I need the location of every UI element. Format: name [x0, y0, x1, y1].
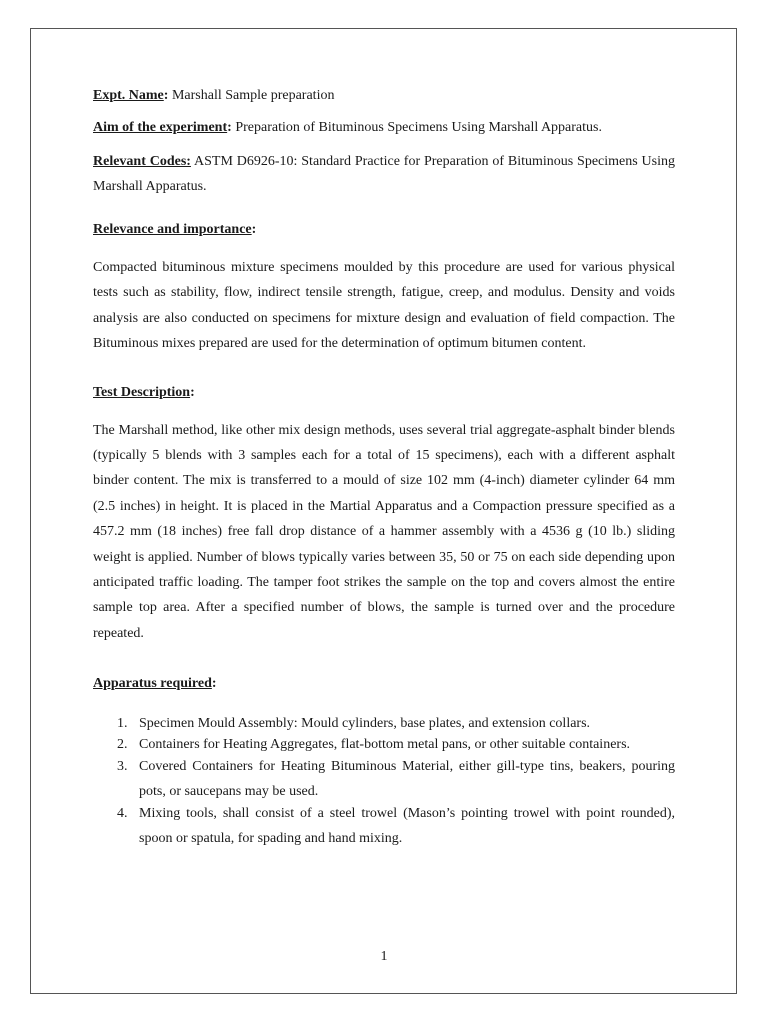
apparatus-list [93, 713, 675, 851]
relevance-heading: Relevance and importance: [93, 222, 257, 237]
test-description-paragraph: The Marshall method, like other mix design methods, uses several trial aggregate-asphalt binder blends (typically 5 blends with 3 samples each for a total of 15 specimens), each with a different asphalt binder content. The mix is transferred to a mould of size 102 mm (4-inch) diameter cylinder 64 mm (2.5 inches) in height. It is placed in the Martial Apparatus and a Compaction pressure specified as a 457.2 mm (18 inches) free fall drop distance of a hammer assembly with a 4536 g (10 lb.) sliding weight is applied. Number of blows typically varies between 35, 50 or 75 on each side depending upon anticipated traffic loading. The tamper foot strikes the sample on the top and covers almost the entire sample top area. After a specified number of blows, the sample is turned over and the procedure repeated. [93, 422, 675, 641]
list-item: 4. Mixing tools, shall consist of a steel trowel (Mason’s pointing trowel with point rounded), spoon or spatula, for spading and hand mixing. [117, 806, 675, 847]
relevant-codes-paragraph [93, 149, 675, 199]
page-number: 1 [380, 949, 388, 964]
relevant-codes-value: ASTM D6926-10: Standard Practice for Preparation of Bituminous Specimens Using Marshall Apparatus. [93, 154, 675, 194]
aim-value: Preparation of Bituminous Specimens Using Marshall Apparatus. [231, 120, 602, 135]
list-item: 2. Containers for Heating Aggregates, flat-bottom metal pans, or other suitable containers. [117, 737, 631, 753]
apparatus-heading: Apparatus required: [93, 676, 217, 692]
expt-name-value: Marshall Sample preparation [168, 88, 335, 103]
list-item: 1. Specimen Mould Assembly: Mould cylinders, base plates, and extension collars. [117, 716, 591, 732]
document-body [93, 86, 675, 851]
aim-line: Aim of the experiment: Preparation of Bituminous Specimens Using Marshall Apparatus. [93, 120, 602, 135]
expt-name-label: Expt. Name [93, 88, 164, 103]
relevant-codes-label: Relevant Codes: [93, 154, 191, 169]
relevance-paragraph: Compacted bituminous mixture specimens moulded by this procedure are used for various physical tests such as stability, flow, indirect tensile strength, fatigue, creep, and modulus. Density and voids analysis are also conducted on specimens for mixture design and evaluation of field compaction. The Bituminous mixes prepared are used for the determination of optimum bitumen content. [93, 260, 675, 352]
expt-name-line: Expt. Name: Marshall Sample preparation [93, 88, 335, 103]
list-item: 3. Covered Containers for Heating Bituminous Material, either gill-type tins, beakers, pouring pots, or saucepans may be used. [117, 759, 675, 800]
test-description-heading: Test Description: [93, 384, 195, 400]
aim-label: Aim of the experiment [93, 120, 228, 135]
